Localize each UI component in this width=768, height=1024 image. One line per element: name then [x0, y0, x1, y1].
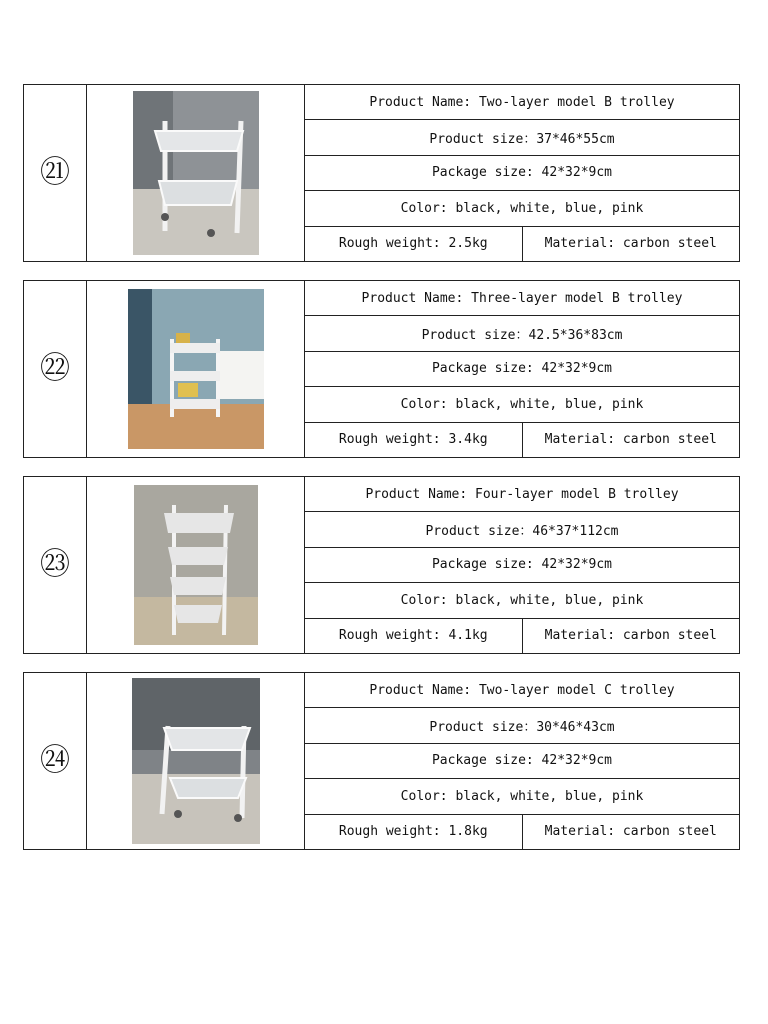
rough-weight: Rough weight: 2.5kg — [305, 226, 523, 261]
product-number: ㉔ — [40, 743, 70, 778]
product-photo-cell — [87, 673, 305, 850]
rough-weight: Rough weight: 3.4kg — [305, 422, 523, 457]
product-number: ㉒ — [40, 351, 70, 386]
product-photo — [128, 289, 264, 449]
product-table-22 — [23, 280, 740, 458]
product-number: ㉓ — [40, 547, 70, 582]
product-size: Product size：30*46*43cm — [305, 708, 740, 743]
product-size: Product size：37*46*55cm — [305, 120, 740, 155]
material: Material: carbon steel — [522, 814, 740, 849]
product-color: Color: black, white, blue, pink — [305, 387, 740, 422]
product-photo-cell — [87, 85, 305, 262]
product-photo — [134, 485, 258, 645]
product-size: Product size：42.5*36*83cm — [305, 316, 740, 351]
product-number-cell — [24, 281, 87, 458]
material: Material: carbon steel — [522, 422, 740, 457]
product-table-21 — [23, 84, 740, 262]
product-number-cell — [24, 673, 87, 850]
product-photo — [133, 91, 259, 255]
product-photo-cell — [87, 281, 305, 458]
product-table-24 — [23, 672, 740, 850]
product-photo — [132, 678, 260, 844]
product-name: Product Name: Three-layer model B trolley — [305, 281, 740, 316]
material: Material: carbon steel — [522, 618, 740, 653]
product-number: ㉑ — [40, 155, 70, 190]
product-size: Product size：46*37*112cm — [305, 512, 740, 547]
product-number-cell — [24, 85, 87, 262]
product-color: Color: black, white, blue, pink — [305, 583, 740, 618]
package-size: Package size: 42*32*9cm — [305, 743, 740, 778]
product-name: Product Name: Two-layer model C trolley — [305, 673, 740, 708]
product-color: Color: black, white, blue, pink — [305, 779, 740, 814]
product-table-23 — [23, 476, 740, 654]
rough-weight: Rough weight: 1.8kg — [305, 814, 523, 849]
package-size: Package size: 42*32*9cm — [305, 351, 740, 386]
rough-weight: Rough weight: 4.1kg — [305, 618, 523, 653]
product-color: Color: black, white, blue, pink — [305, 191, 740, 226]
product-name: Product Name: Two-layer model B trolley — [305, 85, 740, 120]
package-size: Package size: 42*32*9cm — [305, 547, 740, 582]
package-size: Package size: 42*32*9cm — [305, 155, 740, 190]
product-number-cell — [24, 477, 87, 654]
product-photo-cell — [87, 477, 305, 654]
product-name: Product Name: Four-layer model B trolley — [305, 477, 740, 512]
material: Material: carbon steel — [522, 226, 740, 261]
